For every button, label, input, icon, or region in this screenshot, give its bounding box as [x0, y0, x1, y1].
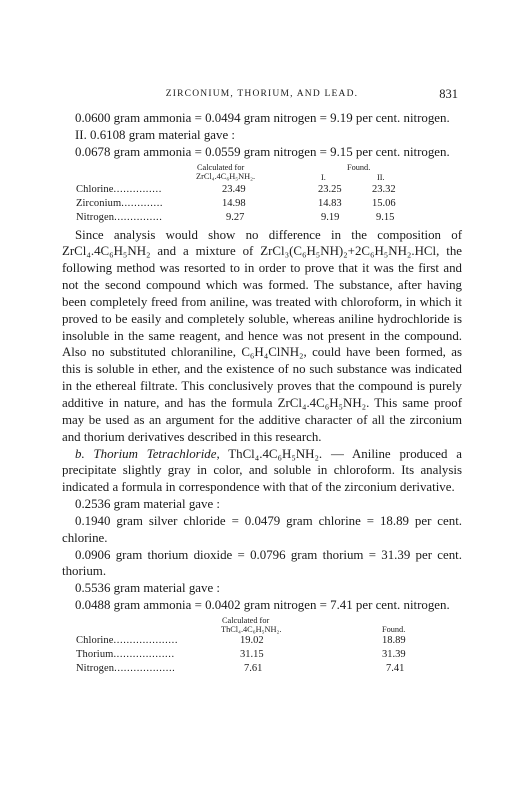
table1-row-found-i: 9.19	[321, 211, 340, 223]
table1-found-header: Found.	[347, 162, 371, 172]
table1-row-label: Nitrogen...............	[76, 211, 163, 223]
table2-calc-header: Calculated for	[222, 615, 270, 625]
table2-row-found: 7.41	[386, 662, 405, 674]
table1-row-calc: 9.27	[226, 211, 245, 223]
table1-row-found-ii: 23.32	[372, 183, 396, 195]
table2-row-calc: 31.15	[240, 648, 264, 660]
table2-row-found: 18.89	[382, 634, 406, 646]
page-number: 831	[439, 87, 458, 101]
paragraph-nitrogen-3: 0.0488 gram ammonia = 0.0402 gram nitrogen = 7.41 per cent. nitrogen.	[75, 598, 450, 613]
paragraph-material-2: 0.5536 gram material gave :	[75, 581, 220, 596]
table2-calc-formula: ThCl₄.4C₆H₅NH₂.	[221, 624, 282, 634]
table1-row-label: Chlorine...............	[76, 183, 162, 195]
paragraph-chlorine: 0.1940 gram silver chloride = 0.0479 gram chlorine = 18.89 per cent. chlorine.	[62, 513, 462, 545]
paragraph-nitrogen-1: 0.0600 gram ammonia = 0.0494 gram nitrogen = 9.19 per cent. nitrogen.	[75, 111, 450, 125]
table1-row-calc: 14.98	[222, 197, 246, 209]
table2-row-found: 31.39	[382, 648, 406, 660]
table2-row-label: Nitrogen...................	[76, 662, 176, 674]
zirconium-analysis-table	[62, 161, 462, 227]
paragraph-thorium-tetrachloride	[62, 446, 462, 497]
table2-row-calc: 7.61	[244, 662, 263, 674]
thorium-intro-text: ThCl₄.4C₆H₅NH₂. — Aniline produced a precipitate slightly gray in color, and soluble in chloroform. Its analysis indicated a formula in correspondence with that of the zirconium derivative.	[62, 446, 462, 495]
table1-row-calc: 23.49	[222, 183, 246, 195]
running-title: ZIRCONIUM, THORIUM, AND LEAD.	[165, 89, 359, 99]
page-header	[62, 88, 462, 104]
paragraph-material-1: 0.2536 gram material gave :	[75, 497, 220, 512]
paragraph-nitrogen-2: 0.0678 gram ammonia = 0.0559 gram nitrogen = 9.15 per cent. nitrogen.	[75, 144, 450, 159]
table1-row-found-i: 23.25	[318, 183, 342, 195]
table1-row-found-ii: 15.06	[372, 197, 396, 209]
table1-col-i: I.	[321, 172, 326, 182]
table1-row-found-ii: 9.15	[376, 211, 395, 223]
table2-found-header: Found.	[382, 624, 406, 634]
thorium-section-heading: b. Thorium Tetrachloride,	[75, 446, 220, 461]
table2-row-calc: 19.02	[240, 634, 264, 646]
table1-col-ii: II.	[377, 172, 385, 182]
table1-row-found-i: 14.83	[318, 197, 342, 209]
paragraph-material-ii: II. 0.6108 gram material gave :	[75, 127, 235, 142]
paragraph-additive-proof: Since analysis would show no difference in the composition of ZrCl₄.4C₆H₅NH₂ and a mixture of ZrCl₃(C₆H₅NH)₂+2C₆H₅NH₂.HCl, the following method was resorted to in order to prove that it was the first and not the second compound which was formed. The substance, after having been completely freed from aniline, was treated with chloroform, in which it proved to be easily and completely soluble, whereas aniline hydrochloride is insoluble in the same reagent, and hence was not present in the compound. Also no substituted chloraniline, C₆H₄ClNH₂, could have been formed, as this is soluble in ether, and the existence of no such substance was indicated in the ethereal filtrate. This conclusively proves that the compound is purely additive in nature, and has the formula ZrCl₄.4C₆H₅NH₂. This same proof may be used as an argument for the additive character of all the zirconium and thorium derivatives described in this research.	[62, 227, 462, 444]
table1-row-label: Zirconium.............	[76, 197, 164, 209]
paragraph-thorium: 0.0906 gram thorium dioxide = 0.0796 gram thorium = 31.39 per cent. thorium.	[62, 547, 462, 579]
table2-row-label: Thorium...................	[76, 648, 175, 660]
table1-calc-header: Calculated for	[197, 162, 245, 172]
page-body	[62, 110, 462, 676]
table2-row-label: Chlorine....................	[76, 634, 179, 646]
thorium-analysis-table	[62, 614, 462, 676]
table1-calc-formula: ZrCl₄.4C₆H₅NH₂.	[196, 171, 256, 181]
